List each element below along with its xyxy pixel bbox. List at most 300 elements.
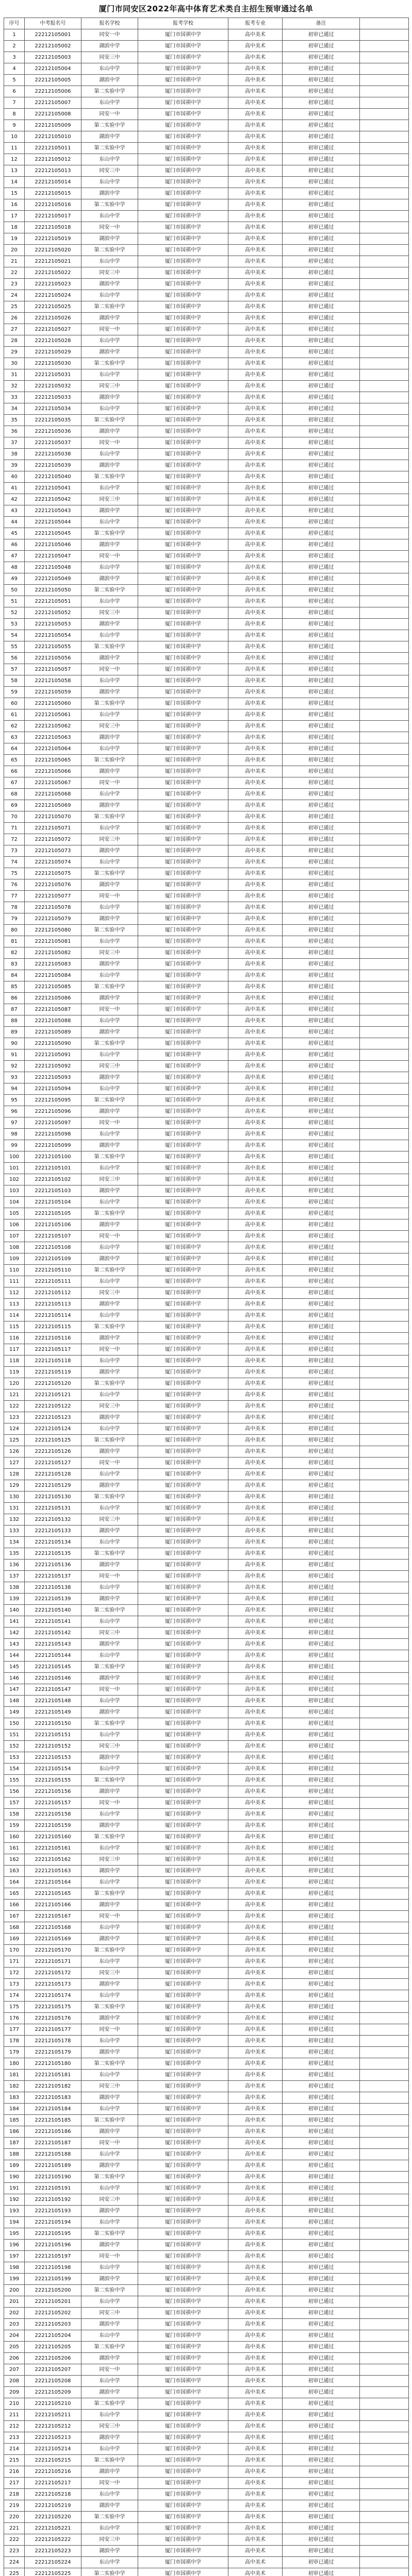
cell-blank (360, 1344, 409, 1355)
cell-note: 初审已通过 (283, 789, 360, 800)
table-row (4, 256, 409, 267)
cell-school: 湖滨中学 (81, 2092, 138, 2104)
cell-school: 东山中学 (81, 2036, 138, 2047)
cell-id: 22212105224 (25, 2557, 81, 2568)
cell-no: 197 (4, 2251, 25, 2262)
cell-major: 高中美术 (228, 981, 283, 993)
cell-target: 厦门市国祺中学 (138, 675, 228, 687)
cell-blank (360, 2319, 409, 2330)
cell-school: 东山中学 (81, 1922, 138, 1934)
cell-target: 厦门市国祺中学 (138, 2013, 228, 2024)
cell-major: 高中美术 (228, 1605, 283, 1616)
cell-school: 湖滨中学 (81, 188, 138, 199)
table-row (4, 2364, 409, 2376)
table-row (4, 2444, 409, 2455)
cell-note: 初审已通过 (283, 823, 360, 834)
cell-target: 厦门市国祺中学 (138, 1038, 228, 1049)
cell-school: 东山中学 (81, 2217, 138, 2228)
cell-note: 初审已通过 (283, 1696, 360, 1707)
table-row (4, 698, 409, 709)
cell-note: 初审已通过 (283, 1129, 360, 1140)
cell-blank (360, 970, 409, 981)
cell-blank (360, 52, 409, 63)
cell-major: 高中美术 (228, 1526, 283, 1537)
cell-note: 初审已通过 (283, 834, 360, 845)
cell-major: 高中美术 (228, 1843, 283, 1854)
cell-target: 厦门市国祺中学 (138, 2183, 228, 2194)
cell-id: 22212105020 (25, 245, 81, 256)
cell-target: 厦门市国祺中学 (138, 347, 228, 358)
cell-target: 厦门市国祺中学 (138, 630, 228, 641)
cell-blank (360, 1990, 409, 2002)
cell-no: 175 (4, 2002, 25, 2013)
cell-blank (360, 2444, 409, 2455)
table-row (4, 2002, 409, 2013)
cell-target: 厦门市国祺中学 (138, 1877, 228, 1888)
cell-note: 初审已通过 (283, 517, 360, 528)
cell-no: 195 (4, 2228, 25, 2240)
table-row (4, 879, 409, 891)
cell-school: 第二实验中学 (81, 1888, 138, 1900)
cell-target: 厦门市国祺中学 (138, 2387, 228, 2398)
cell-target: 厦门市国祺中学 (138, 1095, 228, 1106)
cell-no: 14 (4, 177, 25, 188)
cell-no: 168 (4, 1922, 25, 1934)
cell-no: 139 (4, 1594, 25, 1605)
cell-target: 厦门市国祺中学 (138, 2432, 228, 2444)
cell-major: 高中美术 (228, 1151, 283, 1163)
table-row (4, 2398, 409, 2410)
cell-no: 155 (4, 1775, 25, 1786)
cell-major: 高中美术 (228, 2058, 283, 2070)
cell-note: 初审已通过 (283, 1594, 360, 1605)
cell-major: 高中美术 (228, 959, 283, 970)
cell-target: 厦门市国祺中学 (138, 2410, 228, 2421)
table-row (4, 573, 409, 585)
cell-target: 厦门市国祺中学 (138, 1854, 228, 1866)
cell-major: 高中美术 (228, 517, 283, 528)
cell-target: 厦门市国祺中学 (138, 732, 228, 743)
cell-no: 94 (4, 1083, 25, 1095)
roster-table (4, 18, 409, 2576)
table-row (4, 1922, 409, 1934)
cell-school: 同安一中 (81, 2138, 138, 2149)
cell-school: 湖滨中学 (81, 131, 138, 143)
cell-school: 东山中学 (81, 1809, 138, 1820)
cell-blank (360, 449, 409, 460)
cell-school: 湖滨中学 (81, 1219, 138, 1231)
cell-major: 高中美术 (228, 2206, 283, 2217)
cell-major: 高中美术 (228, 1718, 283, 1730)
cell-school: 东山中学 (81, 369, 138, 381)
cell-target: 厦门市国祺中学 (138, 2285, 228, 2296)
cell-target: 厦门市国祺中学 (138, 1469, 228, 1480)
cell-no: 85 (4, 981, 25, 993)
cell-note: 初审已通过 (283, 2557, 360, 2568)
cell-school: 东山中学 (81, 823, 138, 834)
cell-note: 初审已通过 (283, 1049, 360, 1061)
cell-note: 初审已通过 (283, 1503, 360, 1514)
table-row (4, 2172, 409, 2183)
cell-blank (360, 1571, 409, 1582)
cell-school: 东山中学 (81, 789, 138, 800)
cell-blank (360, 199, 409, 211)
cell-no: 98 (4, 1129, 25, 1140)
cell-major: 高中美术 (228, 505, 283, 517)
cell-note: 初审已通过 (283, 1446, 360, 1458)
cell-no: 74 (4, 857, 25, 868)
cell-note: 初审已通过 (283, 267, 360, 279)
cell-no: 159 (4, 1820, 25, 1832)
cell-note: 初审已通过 (283, 1117, 360, 1129)
cell-target: 厦门市国祺中学 (138, 1389, 228, 1401)
cell-note: 初审已通过 (283, 2330, 360, 2342)
cell-blank (360, 2036, 409, 2047)
cell-blank (360, 2013, 409, 2024)
cell-blank (360, 1129, 409, 1140)
cell-major: 高中美术 (228, 1117, 283, 1129)
cell-no: 97 (4, 1117, 25, 1129)
cell-target: 厦门市国祺中学 (138, 1775, 228, 1786)
cell-major: 高中美术 (228, 2512, 283, 2523)
cell-id: 22212105204 (25, 2330, 81, 2342)
cell-no: 17 (4, 211, 25, 222)
table-row (4, 1174, 409, 1185)
cell-blank (360, 2115, 409, 2126)
table-row (4, 777, 409, 789)
cell-id: 22212105055 (25, 641, 81, 653)
cell-major: 高中美术 (228, 2138, 283, 2149)
cell-no: 46 (4, 539, 25, 551)
cell-target: 厦门市国祺中学 (138, 1662, 228, 1673)
cell-major: 高中美术 (228, 2070, 283, 2081)
cell-blank (360, 1582, 409, 1594)
cell-note: 初审已通过 (283, 2138, 360, 2149)
cell-target: 厦门市国祺中学 (138, 1582, 228, 1594)
cell-major: 高中美术 (228, 120, 283, 131)
header-school: 报名学校 (81, 18, 138, 29)
cell-target: 厦门市国祺中学 (138, 1287, 228, 1299)
cell-id: 22212105132 (25, 1514, 81, 1526)
cell-id: 22212105009 (25, 120, 81, 131)
cell-target: 厦门市国祺中学 (138, 823, 228, 834)
cell-note: 初审已通过 (283, 1344, 360, 1355)
cell-blank (360, 2104, 409, 2115)
cell-school: 东山中学 (81, 2149, 138, 2160)
table-row (4, 925, 409, 936)
table-row (4, 868, 409, 879)
cell-blank (360, 2262, 409, 2274)
cell-id: 22212105111 (25, 1276, 81, 1287)
cell-note: 初审已通过 (283, 381, 360, 392)
cell-id: 22212105107 (25, 1231, 81, 1242)
cell-blank (360, 1446, 409, 1458)
cell-no: 5 (4, 75, 25, 86)
cell-id: 22212105145 (25, 1662, 81, 1673)
cell-target: 厦门市国祺中学 (138, 845, 228, 857)
table-row (4, 1945, 409, 1956)
cell-target: 厦门市国祺中学 (138, 891, 228, 902)
cell-blank (360, 2058, 409, 2070)
cell-target: 厦门市国祺中学 (138, 1628, 228, 1639)
cell-blank (360, 823, 409, 834)
cell-school: 第二实验中学 (81, 2058, 138, 2070)
cell-note: 初审已通过 (283, 2183, 360, 2194)
cell-school: 同安一中 (81, 1231, 138, 1242)
cell-id: 22212105076 (25, 879, 81, 891)
cell-school: 湖滨中学 (81, 913, 138, 925)
cell-target: 厦门市国祺中学 (138, 437, 228, 449)
cell-school: 湖滨中学 (81, 2466, 138, 2478)
table-row (4, 1310, 409, 1321)
table-row (4, 687, 409, 698)
cell-note: 初审已通过 (283, 1231, 360, 1242)
cell-school: 东山中学 (81, 290, 138, 301)
cell-no: 203 (4, 2319, 25, 2330)
cell-note: 初审已通过 (283, 902, 360, 913)
table-row (4, 1537, 409, 1548)
cell-id: 22212105092 (25, 1061, 81, 1072)
cell-school: 湖滨中学 (81, 1072, 138, 1083)
cell-id: 22212105118 (25, 1355, 81, 1367)
cell-no: 21 (4, 256, 25, 267)
cell-school: 东山中学 (81, 2183, 138, 2194)
cell-major: 高中美术 (228, 1027, 283, 1038)
table-row (4, 1458, 409, 1469)
cell-major: 高中美术 (228, 743, 283, 755)
table-row (4, 2013, 409, 2024)
cell-note: 初审已通过 (283, 641, 360, 653)
cell-school: 同安一中 (81, 551, 138, 562)
cell-target: 厦门市国祺中学 (138, 2478, 228, 2489)
cell-major: 高中美术 (228, 2024, 283, 2036)
cell-school: 东山中学 (81, 902, 138, 913)
cell-note: 初审已通过 (283, 1866, 360, 1877)
cell-id: 22212105103 (25, 1185, 81, 1197)
cell-no: 164 (4, 1877, 25, 1888)
table-row (4, 2115, 409, 2126)
cell-no: 55 (4, 641, 25, 653)
cell-id: 22212105035 (25, 415, 81, 426)
cell-school: 东山中学 (81, 1616, 138, 1628)
cell-major: 高中美术 (228, 879, 283, 891)
cell-school: 第二实验中学 (81, 1775, 138, 1786)
cell-target: 厦门市国祺中学 (138, 2455, 228, 2466)
cell-major: 高中美术 (228, 2523, 283, 2534)
cell-no: 213 (4, 2432, 25, 2444)
cell-blank (360, 687, 409, 698)
cell-no: 207 (4, 2364, 25, 2376)
cell-school: 同安三中 (81, 1061, 138, 1072)
cell-note: 初审已通过 (283, 1004, 360, 1015)
cell-no: 146 (4, 1673, 25, 1684)
cell-no: 81 (4, 936, 25, 947)
cell-note: 初审已通过 (283, 41, 360, 52)
cell-blank (360, 630, 409, 641)
cell-blank (360, 2568, 409, 2576)
cell-note: 初审已通过 (283, 1015, 360, 1027)
cell-id: 22212105008 (25, 109, 81, 120)
cell-blank (360, 1798, 409, 1809)
cell-note: 初审已通过 (283, 2274, 360, 2285)
cell-blank (360, 2240, 409, 2251)
cell-id: 22212105066 (25, 766, 81, 777)
cell-id: 22212105121 (25, 1389, 81, 1401)
cell-blank (360, 1469, 409, 1480)
cell-school: 湖滨中学 (81, 233, 138, 245)
table-row (4, 2126, 409, 2138)
table-row (4, 1650, 409, 1662)
cell-blank (360, 1321, 409, 1333)
cell-school: 湖滨中学 (81, 687, 138, 698)
cell-blank (360, 2342, 409, 2353)
cell-no: 217 (4, 2478, 25, 2489)
cell-target: 厦门市国祺中学 (138, 1492, 228, 1503)
cell-no: 169 (4, 1934, 25, 1945)
cell-major: 高中美术 (228, 1673, 283, 1684)
table-row (4, 1786, 409, 1798)
cell-note: 初审已通过 (283, 2251, 360, 2262)
cell-note: 初审已通过 (283, 324, 360, 335)
cell-target: 厦门市国祺中学 (138, 687, 228, 698)
cell-note: 初审已通过 (283, 1321, 360, 1333)
cell-school: 第二实验中学 (81, 2455, 138, 2466)
cell-note: 初审已通过 (283, 1174, 360, 1185)
table-row (4, 664, 409, 675)
table-body (4, 29, 409, 2576)
cell-major: 高中美术 (228, 1900, 283, 1911)
table-row (4, 1764, 409, 1775)
cell-note: 初审已通过 (283, 2534, 360, 2546)
cell-id: 22212105122 (25, 1401, 81, 1412)
cell-id: 22212105154 (25, 1764, 81, 1775)
table-row (4, 1106, 409, 1117)
cell-school: 第二实验中学 (81, 2172, 138, 2183)
cell-major: 高中美术 (228, 1775, 283, 1786)
cell-id: 22212105119 (25, 1367, 81, 1378)
cell-no: 177 (4, 2024, 25, 2036)
cell-major: 高中美术 (228, 1548, 283, 1560)
table-row (4, 1956, 409, 1968)
table-row (4, 1718, 409, 1730)
cell-no: 27 (4, 324, 25, 335)
cell-id: 22212105022 (25, 267, 81, 279)
table-row (4, 2342, 409, 2353)
table-row (4, 766, 409, 777)
cell-school: 东山中学 (81, 1049, 138, 1061)
table-row (4, 324, 409, 335)
cell-school: 东山中学 (81, 675, 138, 687)
cell-major: 高中美术 (228, 2398, 283, 2410)
cell-note: 初审已通过 (283, 2512, 360, 2523)
cell-id: 22212105138 (25, 1582, 81, 1594)
cell-school: 湖滨中学 (81, 1979, 138, 1990)
cell-school: 湖滨中学 (81, 2353, 138, 2364)
cell-school: 湖滨中学 (81, 1106, 138, 1117)
cell-target: 厦门市国祺中学 (138, 2206, 228, 2217)
cell-school: 东山中学 (81, 1537, 138, 1548)
cell-note: 初审已通过 (283, 1389, 360, 1401)
cell-major: 高中美术 (228, 789, 283, 800)
table-row (4, 1435, 409, 1446)
cell-target: 厦门市国祺中学 (138, 2047, 228, 2058)
table-row (4, 2489, 409, 2500)
cell-major: 高中美术 (228, 709, 283, 721)
table-row (4, 154, 409, 165)
cell-major: 高中美术 (228, 131, 283, 143)
cell-no: 184 (4, 2104, 25, 2115)
cell-major: 高中美术 (228, 1095, 283, 1106)
cell-note: 初审已通过 (283, 2444, 360, 2455)
cell-blank (360, 369, 409, 381)
cell-no: 120 (4, 1378, 25, 1389)
cell-note: 初审已通过 (283, 1832, 360, 1843)
cell-no: 1 (4, 29, 25, 41)
cell-blank (360, 1265, 409, 1276)
cell-note: 初审已通过 (283, 913, 360, 925)
cell-no: 49 (4, 573, 25, 585)
cell-target: 厦门市国祺中学 (138, 52, 228, 63)
cell-target: 厦门市国祺中学 (138, 2194, 228, 2206)
cell-note: 初审已通过 (283, 1163, 360, 1174)
cell-major: 高中美术 (228, 2308, 283, 2319)
table-row (4, 75, 409, 86)
cell-no: 212 (4, 2421, 25, 2432)
cell-note: 初审已通过 (283, 63, 360, 75)
cell-blank (360, 868, 409, 879)
table-row (4, 211, 409, 222)
cell-target: 厦门市国祺中学 (138, 2444, 228, 2455)
cell-id: 22212105190 (25, 2172, 81, 2183)
table-row (4, 2455, 409, 2466)
cell-school: 湖滨中学 (81, 2319, 138, 2330)
table-row (4, 2353, 409, 2364)
table-row (4, 1299, 409, 1310)
cell-id: 22212105208 (25, 2376, 81, 2387)
table-row (4, 29, 409, 41)
cell-note: 初审已通过 (283, 279, 360, 290)
cell-note: 初审已通过 (283, 301, 360, 313)
cell-major: 高中美术 (228, 845, 283, 857)
table-row (4, 1015, 409, 1027)
cell-id: 22212105164 (25, 1877, 81, 1888)
table-row (4, 1049, 409, 1061)
cell-no: 130 (4, 1492, 25, 1503)
table-row (4, 1185, 409, 1197)
cell-target: 厦门市国祺中学 (138, 1378, 228, 1389)
cell-id: 22212105060 (25, 698, 81, 709)
cell-blank (360, 1140, 409, 1151)
cell-blank (360, 551, 409, 562)
cell-school: 第二实验中学 (81, 143, 138, 154)
cell-major: 高中美术 (228, 437, 283, 449)
cell-no: 122 (4, 1401, 25, 1412)
cell-id: 22212105215 (25, 2455, 81, 2466)
table-row (4, 800, 409, 811)
cell-school: 同安三中 (81, 2308, 138, 2319)
cell-school: 湖滨中学 (81, 1140, 138, 1151)
cell-no: 62 (4, 721, 25, 732)
cell-note: 初审已通过 (283, 2432, 360, 2444)
cell-note: 初审已通过 (283, 721, 360, 732)
cell-no: 41 (4, 483, 25, 494)
cell-school: 第二实验中学 (81, 1605, 138, 1616)
cell-note: 初审已通过 (283, 437, 360, 449)
cell-major: 高中美术 (228, 1492, 283, 1503)
cell-blank (360, 2081, 409, 2092)
cell-note: 初审已通过 (283, 2421, 360, 2432)
cell-target: 厦门市国祺中学 (138, 2364, 228, 2376)
